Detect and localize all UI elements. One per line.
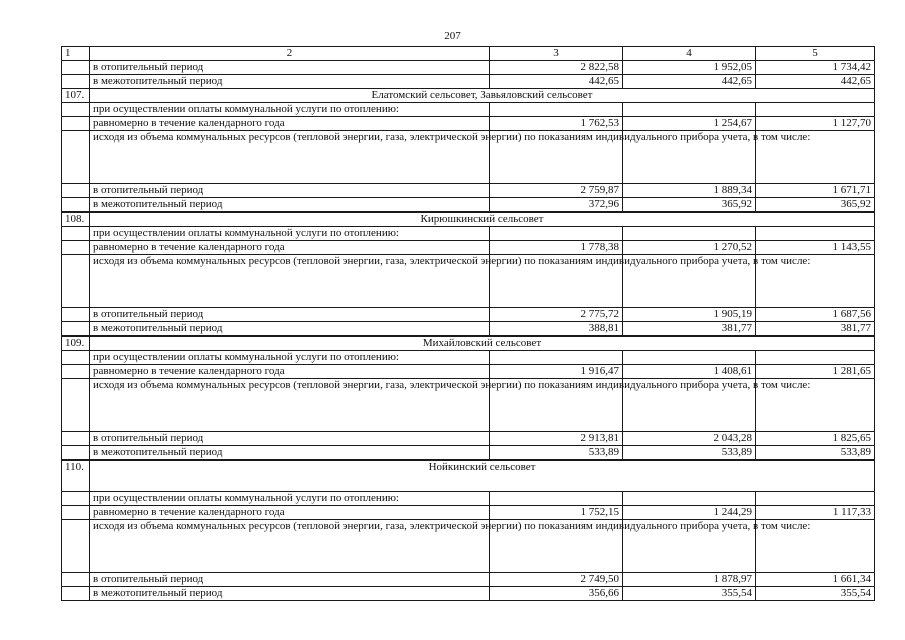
row-number-cell	[62, 131, 90, 184]
value-cell: 442,65	[490, 75, 623, 89]
value-cell: 1 270,52	[623, 241, 756, 255]
value-cell: 2 043,28	[623, 432, 756, 446]
value-cell: 1 281,65	[756, 365, 875, 379]
table-row	[62, 322, 875, 337]
row-number-cell	[62, 379, 90, 432]
section-header-row	[62, 336, 875, 351]
value-cell: 1 952,05	[623, 61, 756, 75]
value-cell: 1 661,34	[756, 573, 875, 587]
value-cell: 1 117,33	[756, 506, 875, 520]
value-cell: 365,92	[623, 198, 756, 213]
column-number: 5	[756, 47, 875, 61]
value-cell	[490, 103, 623, 117]
value-cell	[623, 351, 756, 365]
row-label: в отопительный период	[90, 61, 490, 75]
value-cell: 2 822,58	[490, 61, 623, 75]
metered-text: исходя из объема коммунальных ресурсов (тепловой энергии, газа, электрической энергии) по показаниям индивидуального прибора учета, в том числе:	[93, 255, 811, 267]
row-number-cell	[62, 587, 90, 601]
value-cell: 1 254,67	[623, 117, 756, 131]
value-cell	[623, 227, 756, 241]
row-number-cell	[62, 573, 90, 587]
value-cell	[490, 492, 623, 506]
row-label: в отопительный период	[90, 184, 490, 198]
section-number: 108.	[62, 212, 90, 227]
section-number: 109.	[62, 336, 90, 351]
row-number-cell	[62, 365, 90, 379]
row-number-cell	[62, 61, 90, 75]
tariff-table	[61, 46, 875, 601]
value-cell	[623, 103, 756, 117]
value-cell: 533,89	[756, 446, 875, 461]
value-cell	[623, 492, 756, 506]
row-number-cell	[62, 492, 90, 506]
table-row	[62, 75, 875, 89]
row-label: в отопительный период	[90, 573, 490, 587]
value-cell: 1 905,19	[623, 308, 756, 322]
table-row	[62, 573, 875, 587]
value-cell: 533,89	[490, 446, 623, 461]
value-cell: 1 408,61	[623, 365, 756, 379]
value-cell: 2 759,87	[490, 184, 623, 198]
table-row	[62, 227, 875, 241]
value-cell: 442,65	[756, 75, 875, 89]
row-number-cell	[62, 432, 90, 446]
value-cell: 2 913,81	[490, 432, 623, 446]
value-cell	[490, 351, 623, 365]
row-number-cell	[62, 255, 90, 308]
row-number-cell	[62, 75, 90, 89]
table-row	[62, 61, 875, 75]
table-row	[62, 506, 875, 520]
table-row	[62, 520, 875, 573]
row-label: в межотопительный период	[90, 446, 490, 461]
value-cell	[490, 227, 623, 241]
value-cell: 1 143,55	[756, 241, 875, 255]
section-number: 107.	[62, 89, 90, 103]
section-title: Елатомский сельсовет, Завьяловский сельсовет	[90, 89, 875, 103]
row-label	[90, 131, 811, 184]
row-number-cell	[62, 322, 90, 337]
section-title: Кирюшкинский сельсовет	[90, 212, 875, 227]
page-number: 207	[444, 30, 461, 42]
metered-text: исходя из объема коммунальных ресурсов (тепловой энергии, газа, электрической энергии) по показаниям индивидуального прибора учета, в том числе:	[93, 520, 811, 532]
value-cell: 2 775,72	[490, 308, 623, 322]
row-label	[90, 520, 811, 573]
row-number-cell	[62, 117, 90, 131]
row-label: при осуществлении оплаты коммунальной услуги по отоплению:	[90, 103, 490, 117]
column-number-row	[62, 47, 875, 61]
table-row	[62, 103, 875, 117]
row-label: в межотопительный период	[90, 75, 490, 89]
table-row	[62, 365, 875, 379]
row-label	[90, 379, 811, 432]
row-label: равномерно в течение календарного года	[90, 365, 490, 379]
value-cell: 372,96	[490, 198, 623, 213]
table-row	[62, 198, 875, 213]
value-cell: 381,77	[756, 322, 875, 337]
value-cell: 1 916,47	[490, 365, 623, 379]
value-cell: 365,92	[756, 198, 875, 213]
row-number-cell	[62, 351, 90, 365]
row-number-cell	[62, 506, 90, 520]
row-number-cell	[62, 184, 90, 198]
row-label: при осуществлении оплаты коммунальной услуги по отоплению:	[90, 492, 490, 506]
row-label: равномерно в течение календарного года	[90, 241, 490, 255]
row-label: в межотопительный период	[90, 587, 490, 601]
value-cell	[756, 227, 875, 241]
value-cell: 1 244,29	[623, 506, 756, 520]
table-row	[62, 446, 875, 461]
value-cell: 1 778,38	[490, 241, 623, 255]
row-number-cell	[62, 227, 90, 241]
row-number-cell	[62, 520, 90, 573]
section-title: Нойкинский сельсовет	[90, 460, 875, 492]
value-cell: 381,77	[623, 322, 756, 337]
value-cell: 1 734,42	[756, 61, 875, 75]
row-label	[90, 255, 811, 308]
column-number: 2	[90, 47, 490, 61]
section-header-row	[62, 460, 875, 492]
row-label: равномерно в течение календарного года	[90, 506, 490, 520]
table-row	[62, 184, 875, 198]
table-row	[62, 255, 875, 308]
value-cell: 1 127,70	[756, 117, 875, 131]
row-label: в межотопительный период	[90, 322, 490, 337]
value-cell: 1 762,53	[490, 117, 623, 131]
value-cell	[756, 103, 875, 117]
value-cell: 355,54	[623, 587, 756, 601]
table-row	[62, 131, 875, 184]
section-number: 110.	[62, 460, 90, 492]
table-row	[62, 308, 875, 322]
value-cell: 1 889,34	[623, 184, 756, 198]
value-cell: 1 878,97	[623, 573, 756, 587]
value-cell: 533,89	[623, 446, 756, 461]
row-label: при осуществлении оплаты коммунальной услуги по отоплению:	[90, 351, 490, 365]
row-number-cell	[62, 103, 90, 117]
table-row	[62, 379, 875, 432]
column-number: 4	[623, 47, 756, 61]
table-row	[62, 351, 875, 365]
value-cell: 356,66	[490, 587, 623, 601]
value-cell: 355,54	[756, 587, 875, 601]
section-header-row	[62, 212, 875, 227]
table-row	[62, 587, 875, 601]
value-cell: 1 671,71	[756, 184, 875, 198]
column-number: 1	[62, 47, 90, 61]
row-label: в отопительный период	[90, 308, 490, 322]
column-number: 3	[490, 47, 623, 61]
row-label: в межотопительный период	[90, 198, 490, 213]
row-number-cell	[62, 446, 90, 461]
table-row	[62, 432, 875, 446]
table-row	[62, 492, 875, 506]
row-number-cell	[62, 308, 90, 322]
row-label: в отопительный период	[90, 432, 490, 446]
value-cell: 1 687,56	[756, 308, 875, 322]
value-cell: 388,81	[490, 322, 623, 337]
value-cell: 2 749,50	[490, 573, 623, 587]
value-cell: 1 752,15	[490, 506, 623, 520]
table-row	[62, 117, 875, 131]
row-number-cell	[62, 241, 90, 255]
value-cell	[756, 351, 875, 365]
value-cell	[756, 492, 875, 506]
section-title: Михайловский сельсовет	[90, 336, 875, 351]
table-row	[62, 241, 875, 255]
section-header-row	[62, 89, 875, 103]
value-cell: 1 825,65	[756, 432, 875, 446]
value-cell: 442,65	[623, 75, 756, 89]
row-number-cell	[62, 198, 90, 213]
metered-text: исходя из объема коммунальных ресурсов (тепловой энергии, газа, электрической энергии) по показаниям индивидуального прибора учета, в том числе:	[93, 379, 811, 391]
row-label: при осуществлении оплаты коммунальной услуги по отоплению:	[90, 227, 490, 241]
row-label: равномерно в течение календарного года	[90, 117, 490, 131]
metered-text: исходя из объема коммунальных ресурсов (тепловой энергии, газа, электрической энергии) по показаниям индивидуального прибора учета, в том числе:	[93, 131, 811, 143]
